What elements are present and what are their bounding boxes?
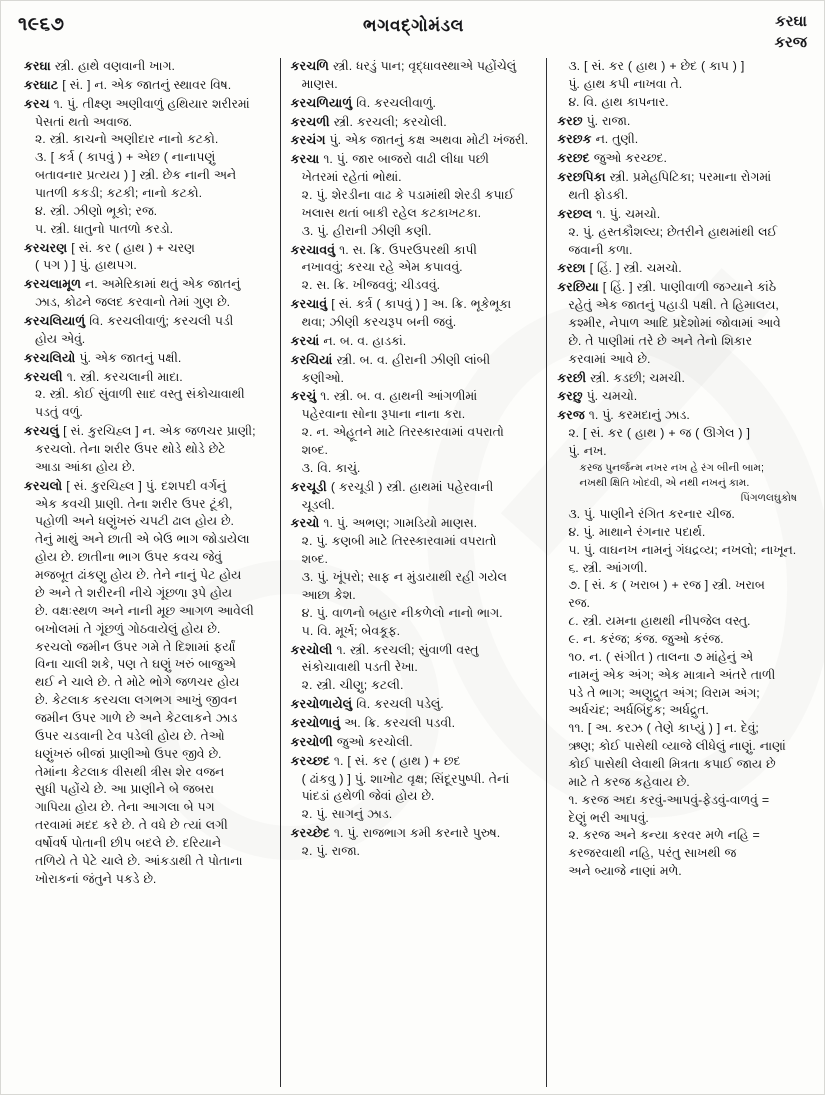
headword: કરચળિયાળું — [290, 95, 353, 110]
headword: કરઘા — [24, 59, 51, 73]
definition-text: ૧. પું. રાજભાગ કમી કરનારે પુરુષ. — [329, 826, 501, 841]
sense-line: ૩. પું. ખૂંપરો; સાફ ન મુંડાયાથી રહી ગયેલ — [301, 570, 507, 585]
definition-text: ૧. પું. તીક્ષ્ણ અણીવાળું હથિયાર શરીરમાં — [49, 96, 250, 111]
headword: કરછા — [557, 261, 586, 276]
sense-line: ૨. કરજ અને કન્યા કરવર મળે નહિ = — [568, 828, 760, 843]
continuation-line: છે. કેટલાક કરચલા લગભગ આખું જીવન — [35, 693, 238, 708]
entry-headline — [557, 169, 803, 187]
column-container — [14, 58, 813, 1087]
headword: કરજ — [557, 408, 585, 423]
definition-text: ૧. પું. જાર બાજરો વાઢી લીધા પછી — [319, 152, 489, 167]
entry-headline — [24, 240, 270, 258]
entry-headline — [24, 350, 270, 368]
definition-text: ન. અમેરિકામાં થતું એક જાતનું — [81, 277, 241, 292]
entry-headline — [291, 825, 537, 843]
headword: કરછિયા — [557, 280, 599, 295]
entry-headline — [557, 113, 803, 131]
continuation-line: પડે તે ભાગ; અણુદ્રુત અંગ; વિરામ અંગ; — [568, 685, 760, 700]
sense-line: ૨. ન. એહૂતને માટે તિરસ્કારવામાં વપરાતો — [301, 425, 504, 440]
dictionary-entry — [557, 58, 803, 112]
headword: કરછપિકા — [557, 170, 606, 185]
headword: કરચળિ — [290, 59, 330, 73]
headword: કરચોલી — [290, 642, 333, 657]
continuation-line: કરચલો. તેના શરીર ઉપર થોડે થોડે છેટે — [35, 442, 226, 457]
headword: કરચરણ — [24, 240, 68, 255]
definition-text: પું. એક જાતનું પક્ષી. — [75, 350, 182, 365]
continuation-line: બતાવનાર પ્રત્યય ) ] સ્ત્રી. છેક નાની અને — [35, 168, 237, 183]
continuation-line: આડા આંકા હોય છે. — [35, 459, 136, 474]
dictionary-entry — [291, 151, 537, 240]
continuation-line: કરચલો જમીન ઉપર ગમે તે દિશામાં ફર્યાં — [35, 639, 236, 654]
headword: કરચિયાં — [290, 352, 333, 367]
continuation-line: તરવામાં મદદ કરે છે. તે વધે છે ત્યાં લગી — [35, 818, 228, 833]
continuation-line: શબ્દ. — [301, 443, 328, 458]
headword: કરચંગ — [290, 133, 326, 148]
dictionary-entry — [24, 240, 270, 276]
entry-headline — [24, 58, 270, 76]
continuation-line: થવા; ઝીણી કરચરૂપ બની જવું. — [301, 315, 457, 330]
continuation-line: છે. તે પાણીમાં તરે છે અને તેનો શિકાર — [568, 333, 752, 348]
dictionary-entry — [557, 407, 803, 881]
entry-headline — [291, 352, 537, 370]
entry-headline — [291, 715, 537, 733]
entry-headline — [291, 642, 537, 660]
dictionary-entry — [291, 479, 537, 515]
headword: કરચો — [290, 516, 320, 531]
continuation-line: ખોરાકનાં જંતુને પકડે છે. — [35, 871, 157, 886]
continuation-line: રજ. — [568, 596, 590, 611]
continuation-line: તેમાંના કેટલાક વીસથી ત્રીસ શેર વજન — [35, 764, 225, 779]
definition-text: [ સં. કર ( હાથ ) + ચરણ — [67, 240, 195, 255]
headword: કરચોળાયેલું — [290, 697, 353, 712]
definition-text: વિ. કરચલીવાળું; કરચલી પડી — [85, 314, 234, 329]
continuation-line: થઈ ને ચાલે છે. તે મોટે ભોગે જળચર હોય — [35, 675, 240, 690]
page-number: ૧૯૬૭ — [18, 14, 65, 35]
continuation-line: અર્ધચંદ; અર્ધબિંદુક; અર્ધદ્રુત. — [568, 703, 709, 718]
dictionary-entry — [291, 242, 537, 296]
continuation-line: થતી ફોડકી. — [568, 188, 629, 203]
sense-line: ૨. [ સં. કર ( હાથ ) + જ ( ઊગેલ ) ] — [568, 426, 750, 441]
guide-words — [774, 12, 807, 53]
sense-line: ૪. વિ. હાથ કાપનાર. — [568, 94, 669, 109]
entry-headline — [557, 150, 803, 168]
sense-line: ૯. ન. કરંજ; કંજ. જુઓ કરંજ. — [568, 632, 724, 647]
sense-line: ૨. સ્ત્રી. ચીણુ; કટલી. — [301, 678, 404, 693]
entry-headline — [24, 478, 270, 496]
continuation-line: રહેતું એક જાતનું પહાડી પક્ષી. તે હિમાલય, — [568, 298, 779, 313]
entry-headline — [291, 132, 537, 150]
dictionary-entry — [291, 352, 537, 388]
continuation-line: ઝાડ, કોઢને જલદ કરવાનો તેમાં ગુણ છે. — [35, 295, 231, 310]
continuation-line: ગાપિયા હોય છે. તેના આગલા બે પગ — [35, 800, 215, 815]
headword: કરચલિયાળું — [24, 314, 86, 329]
headword: કરચાં — [290, 333, 320, 348]
dictionary-entry — [291, 114, 537, 132]
text-column — [280, 58, 547, 1087]
definition-text: [ સં. ] ન. એક જાતનું સ્થાવર વિષ. — [58, 77, 232, 92]
definition-text: [ સં. કર્ત્ર ( કાપવું ) ] અ. ક્રિ. ભૂકેભૂકા — [327, 297, 512, 312]
entry-headline — [291, 696, 537, 714]
dictionary-entry — [24, 423, 270, 477]
entry-headline — [557, 388, 803, 406]
dictionary-entry — [557, 260, 803, 278]
dictionary-entry — [557, 169, 803, 205]
sense-line: ૨. પું. હસ્તકૌશલ્ય; છેતરીને હાથમાંથી લઈ — [568, 224, 778, 239]
definition-text: પું. એક જાતનું કક્ષ અથવા મોટી ખંજરી. — [325, 133, 529, 148]
entry-headline — [291, 242, 537, 260]
dictionary-entry — [557, 150, 803, 168]
headword: કરછદ — [557, 151, 590, 166]
continuation-line: જવાની કળા. — [568, 242, 633, 257]
dictionary-entry — [291, 696, 537, 714]
sense-line: ૪. સ્ત્રી. ઝીણો ભૂકો; રજ. — [35, 203, 158, 218]
continuation-line: અને બ્યાજે નાણાં મળે. — [568, 864, 682, 879]
continuation-line: પું. નખ. — [568, 444, 607, 459]
sense-line: ૮. સ્ત્રી. યમના હાથથી નીપજેલ વસ્તુ. — [568, 614, 751, 629]
sense-line: ૨. સ. ક્રિ. ખીજવવું; ચીડવવું. — [301, 278, 441, 293]
continuation-line: દેણું ભરી આપવું. — [568, 810, 649, 825]
headword: કરચૂડી — [290, 479, 327, 494]
headword: કરચ — [24, 96, 50, 111]
headword: કરચોળાવું — [290, 715, 341, 730]
entry-headline — [557, 260, 803, 278]
quoted-verse-line: કરજ પુનર્જન્મ નખર નખ હે રંગ બીની બામ; — [579, 461, 764, 474]
sense-line: ૩. [ કર્ત્ર ( કાપવું ) + એછ ( નાનાપણું — [35, 150, 216, 165]
definition-text: વિ. કરચલીવાળું. — [352, 95, 436, 110]
definition-text: ૧. પું. અભણ; ગામડિયો માણસ. — [319, 516, 478, 531]
dictionary-entry — [557, 131, 803, 149]
dictionary-entry — [24, 77, 270, 95]
headword: કરચોળી — [290, 734, 333, 749]
sense-line: ૧. કરજ અદા કરવું-આપવું-ફેડવું-વાળવું = — [568, 792, 770, 807]
sense-line: ૨. પું. કણબી માટે તિરસ્કારવામાં વપરાતો — [301, 534, 497, 549]
text-column — [546, 58, 813, 1087]
entry-headline — [557, 206, 803, 224]
sense-line: ૩. વિ. કાચું. — [301, 460, 361, 475]
continuation-line: માટે તે કરજ કહેવાય છે. — [568, 774, 690, 789]
definition-text: સ્ત્રી. કરચલી; કરચોલી. — [329, 114, 447, 129]
continuation-line: ઋણ; કોઈ પાસેથી વ્યાજે લીધેલું નાણું. નાણાં — [568, 739, 786, 754]
dictionary-entry — [291, 296, 537, 332]
continuation-line: કણીઓ. — [301, 370, 344, 385]
entry-headline — [291, 58, 537, 76]
headword: કરછુ — [557, 389, 583, 404]
continuation-line: કોઈ પાસેથી લેવાથી મિત્રતા કપાઈ જાય છે — [568, 757, 776, 772]
continuation-line: ધણુંખરું બીજાં પ્રાણીઓ ઉપર જીવે છે. — [35, 746, 222, 761]
sense-line: ૫. સ્ત્રી. ધાતુનો પાતળો કરડો. — [35, 221, 174, 236]
continuation-line: હોય છે. છાતીના ભાગ ઉપર કવચ જેવું — [35, 550, 222, 565]
continuation-line: હોય એવું. — [35, 331, 86, 346]
headword: કરચલો — [24, 478, 63, 493]
continuation-line: પહેરવાના સોના રૂપાના નાના કરા. — [301, 407, 466, 422]
headword: કરછી — [557, 370, 587, 385]
continuation-line: આછા કેશ. — [301, 587, 356, 602]
continuation-line: વર્ષોવર્ષ પોતાની છીપ બદલે છે. દરિયાને — [35, 835, 222, 850]
sense-line: ૫. વિ. મૂર્ખ; બેવકૂફ. — [301, 623, 401, 638]
dictionary-entry — [291, 825, 537, 861]
definition-text: ૧. સ્ત્રી. બ. વ. હાથની આંગળીમાં — [316, 389, 478, 404]
entry-headline — [557, 407, 803, 425]
headword: કરઘાટ — [24, 77, 59, 92]
entry-headline — [557, 131, 803, 149]
continuation-line: કરવામાં આવે છે. — [568, 351, 651, 366]
continuation-line: છે. વક્ષઃસ્થળ અને નાની મૂછ આગળ આવેલી — [35, 603, 254, 618]
definition-text: ૧. સ્ત્રી. કરચલાની માદા. — [62, 369, 183, 384]
entry-headline — [24, 96, 270, 114]
dictionary-entry — [24, 369, 270, 423]
dictionary-entry — [291, 715, 537, 733]
dictionary-entry — [24, 313, 270, 349]
definition-text: સ્ત્રી. પ્રમેહપિટિકા; પરમાના રોગમાં — [605, 170, 772, 185]
entry-headline — [291, 114, 537, 132]
continuation-line: પું. હાથ કપી નાખવા તે. — [568, 76, 683, 91]
continuation-line: કરજરવાથી નહિ, પરંતુ સાખથી જ — [568, 846, 737, 861]
definition-text: સ્ત્રી. ધરડું પાન; વૃદ્ધાવસ્થાએ પહોંચેલું — [329, 59, 517, 73]
headword: કરચળી — [290, 114, 330, 129]
definition-text: સ્ત્રી. હાથે વણવાની ખાગ. — [50, 59, 175, 73]
continuation-line: નખાવવું; કરચા રહે એમ કપાવવું. — [301, 260, 463, 275]
entry-headline — [291, 95, 537, 113]
definition-text: અ. ક્રિ. કરચલી પડવી. — [340, 715, 456, 730]
entry-headline — [291, 151, 537, 169]
continuation-line: માણસ. — [301, 76, 338, 91]
headword: કરછ — [557, 113, 583, 128]
continuation-line: નામનું એક અંગ; એક માત્રાને અંતરે તાળી — [568, 667, 776, 682]
continuation-line: જમીન ઉપર ગાળે છે અને કેટલાકને ઝાડ — [35, 710, 238, 725]
continuation-line: પાંદડાં હથેળી જેવાં હોય છે. — [301, 789, 435, 804]
dictionary-entry — [24, 350, 270, 368]
dictionary-entry — [557, 113, 803, 131]
continuation-line: ખલાસ થતાં બાકી રહેલ કટકાખટકા. — [301, 205, 482, 220]
definition-text: ૧. પું. કરમદાનું ઝાડ. — [584, 408, 690, 423]
entry-headline — [291, 333, 537, 351]
entry-headline — [24, 77, 270, 95]
entry-headline — [291, 515, 537, 533]
sense-line: ૨. પું. સાગનું ઝાડ. — [301, 807, 393, 822]
entry-headline — [291, 296, 537, 314]
entry-headline — [24, 313, 270, 331]
headword: કરચ્છદ — [290, 753, 330, 768]
definition-text: પું. ચમચો. — [582, 389, 638, 404]
entry-headline — [24, 276, 270, 294]
headword: કરચલી — [24, 369, 63, 384]
entry-headline — [24, 423, 270, 441]
sense-line: ૨. પું. રાજા. — [301, 843, 360, 858]
continuation-line: વિના ચાલી શકે, પણ તે ઘણું ખરું બાજુએ — [35, 657, 236, 672]
guide-word-first: કરઘા — [775, 13, 807, 30]
guide-word-last: કરજ — [774, 33, 807, 51]
dictionary-entry — [24, 58, 270, 76]
dictionary-entry — [291, 333, 537, 351]
headword: કરચલું — [24, 424, 60, 439]
continuation-line: ( પગ ) ] પું. હાથપગ. — [35, 258, 137, 273]
headword: કરચાવું — [290, 297, 328, 312]
continuation-line: તેનું માથું અને છાતી એ બેઉ ભાગ જોડાયેલા — [35, 532, 250, 547]
continuation-line: બખોલમાં તે ગૂંછળું ગોઠવાયેલું હોય છે. — [35, 621, 221, 636]
dictionary-entry — [291, 753, 537, 824]
continuation-line: શબ્દ. — [301, 552, 328, 567]
running-head — [18, 14, 809, 58]
dictionary-entry — [291, 388, 537, 477]
continuation-line: સંકોચાવાથી પડતી રેખા. — [301, 660, 418, 675]
continuation-line: ચૂડલી. — [301, 497, 335, 512]
definition-text: [ હિં. ] સ્ત્રી. ચમચો. — [585, 261, 682, 276]
quoted-verse-line: નખથી ક્ષિતિ ખોદવી, એ નથી નખનું કામ. — [579, 476, 750, 489]
continuation-line: કશ્મીર, નેપાળ આદિ પ્રદેશોમાં જોવામાં આવે — [568, 316, 781, 331]
dictionary-entry — [557, 388, 803, 406]
dictionary-entry — [557, 370, 803, 388]
definition-text: જુઓ કરચોલી. — [332, 734, 413, 749]
dictionary-entry — [291, 132, 537, 150]
entry-headline — [557, 370, 803, 388]
sense-line: ૩. પું. હીરાની ઝીણી કણી. — [301, 223, 432, 238]
entry-headline — [291, 479, 537, 497]
definition-text: ૧. પું. ચમચો. — [592, 206, 661, 221]
definition-text: ૧. [ સં. કર ( હાથ ) + છદ — [329, 753, 461, 768]
continuation-line: પાતળી કકડી; કટકી; નાનો કટકો. — [35, 186, 203, 201]
dictionary-entry — [24, 96, 270, 239]
headword: કરચલિયો — [24, 350, 76, 365]
headword: કરછક — [557, 132, 592, 147]
dictionary-entry — [291, 515, 537, 640]
dictionary-entry — [291, 95, 537, 113]
headword: કરચાવવું — [290, 242, 336, 257]
dictionary-entry — [24, 276, 270, 312]
definition-text: ૧. સ. ક્રિ. ઉપરઉપરથી કાપી — [335, 242, 477, 257]
continuation-line: છે અને તે શરીરની નીચે ગૂંછળા રૂપે હોય — [35, 585, 233, 600]
definition-text: સ્ત્રી. કડછી; ચમચી. — [586, 370, 685, 385]
entry-headline — [291, 753, 537, 771]
sense-line: ૨. સ્ત્રી. કોઈ સુંવાળી સાદ વસ્તુ સંકોચાવાથી — [35, 387, 245, 402]
definition-text: [ સં. કુરચિહ્લ ] ન. એક જળચર પ્રાણી; — [59, 424, 256, 439]
continuation-line: ઉપર ચડવાની ટેવ પડેલી હોય છે. તેઓ — [35, 728, 225, 743]
dictionary-entry — [24, 478, 270, 889]
sense-line: ૫. પું. વાઘનખ નામનું ગંધદ્રવ્ય; નખલો; નાખૂન. — [568, 542, 797, 557]
sense-line: ૩. પું. પાણીને રંગિત કરનાર ચીજ. — [568, 507, 735, 521]
definition-text: પું. રાજા. — [582, 113, 631, 128]
continuation-line: મજબૂત ઢાંકણુ હોય છે. તેને નાનું પેટ હોય — [35, 568, 242, 583]
continuation-line: એક કવચી પ્રાણી. તેના શરીર ઉપર ટૂંકી, — [35, 496, 233, 511]
dictionary-entry — [557, 206, 803, 260]
definition-text: [ હિં. ] સ્ત્રી. પાણીવાળી જગ્યાને કાંઠે — [598, 280, 777, 295]
sense-line: ૭. [ સં. ક ( ખરાબ ) + રજ ] સ્ત્રી. ખરાબ — [568, 578, 765, 593]
sense-line: ૬. સ્ત્રી. આંગળી. — [568, 560, 648, 575]
headword: કરચલામૂળ — [24, 277, 82, 292]
sense-line: ૧૦. ન. ( સંગીત ) તાલના ૭ માંહેનું એ — [568, 649, 754, 664]
book-title: ભગવદ્ગોમંડલ — [363, 16, 464, 35]
entry-headline — [291, 734, 537, 752]
definition-text: જુઓ કરચ્છદ. — [589, 151, 667, 166]
entry-headline — [291, 388, 537, 406]
continuation-line: ખેતરમાં રહેતાં ભોથાં. — [301, 170, 402, 185]
continuation-line: પડતું વળું. — [35, 405, 83, 420]
headword: કરચું — [290, 389, 317, 404]
entry-headline — [24, 369, 270, 387]
definition-text: [ સં. કુરચિહ્લ ] પું. દશપદી વર્ગનું — [62, 478, 227, 493]
entry-headline — [557, 279, 803, 297]
dictionary-entry — [557, 279, 803, 368]
definition-text: વિ. કરચલી પડેલું. — [352, 697, 444, 712]
definition-text: સ્ત્રી. બ. વ. હીરાની ઝીણી લાંબી — [332, 352, 491, 367]
continuation-line: પહોળી અને ધણુંખરું ચપટી ઢાલ હોય છે. — [35, 514, 234, 529]
continuation-line: પેસતાં થતો અવાજ. — [35, 114, 133, 129]
definition-text: ન. તુણી. — [591, 132, 639, 147]
sense-line: ૪. પું. વાળનો બહાર નીકળેલો નાનો ભાગ. — [301, 605, 503, 620]
text-column — [14, 58, 280, 1087]
continuation-line: ( ઢાંકવુ ) ] પું. શાખોટ વૃક્ષ; સિંદૂરપુષ્પી. તેનાં — [301, 771, 510, 786]
continuation-line: તળિયે તે પેટે ચાલે છે. આંકડાથી તે પોતાના — [35, 853, 243, 868]
headword: કરછલ — [557, 206, 593, 221]
dictionary-entry — [291, 734, 537, 752]
sense-line: ૪. પું. માથાને રંગનાર પદાર્થ. — [568, 524, 706, 539]
sense-line: ૨. પું. શેરડીના વાઢ કે પડામાંથી શેરડી કપાઈ — [301, 188, 515, 203]
dictionary-entry — [291, 58, 537, 94]
continuation-line: સુધી પહોંચે છે. આ પ્રાણીને બે જબરા — [35, 782, 215, 797]
sense-line: ૩. [ સં. કર ( હાથ ) + છેદ ( કાપ ) ] — [568, 59, 745, 73]
definition-text: ન. બ. વ. હાડકાં. — [319, 333, 407, 348]
definition-text: ( કરચૂડી ) સ્ત્રી. હાથમાં પહેરવાની — [326, 479, 494, 494]
headword: કરચા — [290, 152, 320, 167]
definition-text: ૧. સ્ત્રી. કરચલી; સુંવાળી વસ્તુ — [332, 642, 479, 657]
sense-line: ૧૧. [ અ. કરઝ ( તેણે કાપ્યું ) ] ન. દેવું; — [568, 721, 759, 736]
dictionary-entry — [291, 642, 537, 696]
headword: કરચ્છેદ — [290, 826, 330, 841]
sense-line: ૨. સ્ત્રી. કાચનો અણીદાર નાનો કટકો. — [35, 132, 219, 147]
citation-source: પિંગળલઘુકોષ — [740, 491, 798, 504]
